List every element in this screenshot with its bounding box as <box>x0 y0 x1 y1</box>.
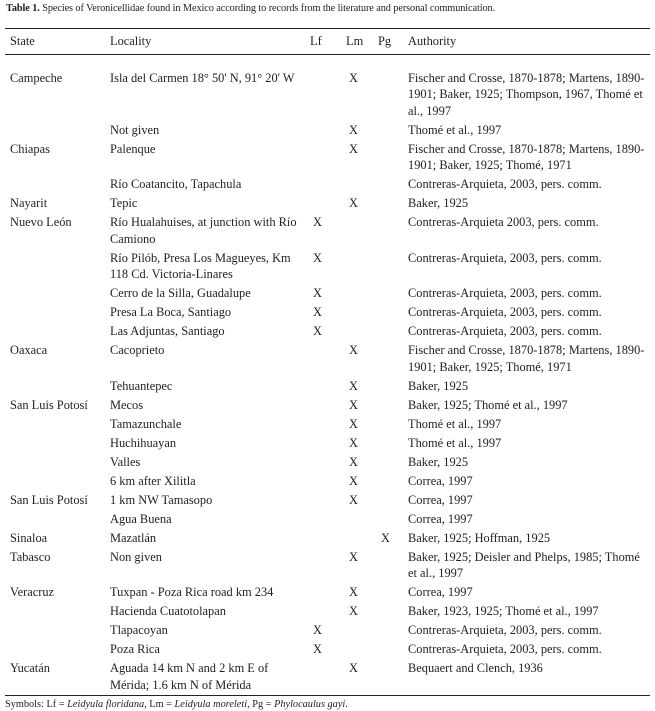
authority-cell: Thomé et al., 1997 <box>408 435 502 450</box>
locality-cell: Tamazunchale <box>110 416 182 431</box>
locality-cell: Río Coatancito, Tapachula <box>110 177 242 191</box>
table-row <box>5 509 650 528</box>
state-cell <box>5 175 110 194</box>
lf-cell <box>310 452 346 471</box>
lm-cell <box>346 248 378 284</box>
lf-cell <box>310 414 346 433</box>
lf-cell <box>310 139 346 175</box>
table-row <box>5 640 650 659</box>
lm-cell: X <box>349 473 358 488</box>
lf-cell: X <box>313 642 322 656</box>
table-row <box>5 376 650 395</box>
lm-cell: X <box>349 70 358 85</box>
lm-cell <box>346 621 378 640</box>
lm-cell <box>346 213 378 249</box>
header-state: State <box>5 29 110 55</box>
lf-cell <box>310 433 346 452</box>
lf-cell <box>310 490 346 509</box>
state-cell <box>5 414 110 433</box>
state-cell <box>5 433 110 452</box>
locality-cell: Valles <box>110 454 141 469</box>
lm-cell: X <box>349 604 358 618</box>
pg-cell <box>378 659 408 696</box>
pg-cell <box>378 322 408 341</box>
pg-cell <box>378 433 408 452</box>
pg-cell <box>378 602 408 621</box>
lm-cell: X <box>349 122 358 137</box>
lf-cell: X <box>313 286 322 300</box>
pg-cell <box>378 621 408 640</box>
state-cell: San Luis Potosí <box>10 492 88 507</box>
locality-cell: 6 km after Xilitla <box>110 473 196 488</box>
footnote-pg: Phylocaulus gayi <box>274 699 346 710</box>
locality-cell: Cacoprieto <box>110 343 165 357</box>
footnote-text: , Pg = <box>247 699 275 710</box>
header-pg: Pg <box>378 29 408 55</box>
lf-cell <box>310 509 346 528</box>
lm-cell <box>346 528 378 547</box>
table-row <box>5 490 650 509</box>
state-cell <box>5 303 110 322</box>
lm-cell: X <box>349 585 358 599</box>
authority-cell: Correa, 1997 <box>408 511 473 526</box>
pg-cell <box>378 395 408 414</box>
state-cell <box>5 640 110 659</box>
lm-cell: X <box>346 659 378 696</box>
locality-cell: Agua Buena <box>110 511 172 526</box>
footnote-text: , Lm = <box>144 699 175 710</box>
authority-cell: Contreras-Arquieta, 2003, pers. comm. <box>408 324 602 338</box>
authority-cell: Contreras-Arquieta, 2003, pers. comm. <box>408 305 602 319</box>
table-row <box>5 471 650 490</box>
pg-cell: X <box>381 530 390 545</box>
pg-cell <box>378 490 408 509</box>
authority-cell: Baker, 1925 <box>408 196 469 210</box>
authority-cell: Baker, 1925; Thomé et al., 1997 <box>408 397 568 412</box>
table-row <box>5 120 650 139</box>
pg-cell <box>378 248 408 284</box>
lf-cell <box>310 471 346 490</box>
pg-cell <box>378 583 408 602</box>
authority-cell: Thomé et al., 1997 <box>408 416 502 431</box>
pg-cell <box>378 303 408 322</box>
state-cell: Yucatán <box>5 659 110 696</box>
state-cell <box>5 509 110 528</box>
authority-cell: Baker, 1925; Hoffman, 1925 <box>408 530 551 545</box>
authority-cell: Fischer and Crosse, 1870-1878; Martens, 1890-1901; Baker, 1925; Thomé, 1971 <box>408 141 645 172</box>
locality-cell: Mecos <box>110 397 144 412</box>
authority-cell: Fischer and Crosse, 1870-1878; Martens, 1890-1901; Baker, 1925; Thomé, 1971 <box>408 343 645 374</box>
table-row <box>5 547 650 583</box>
header-locality: Locality <box>110 29 310 55</box>
locality-cell: Tlapacoyan <box>110 623 168 637</box>
lf-cell <box>310 376 346 395</box>
locality-cell: Hacienda Cuatotolapan <box>110 604 226 618</box>
pg-cell <box>378 54 408 120</box>
authority-cell: Contreras-Arquieta, 2003, pers. comm. <box>408 623 602 637</box>
authority-cell: Baker, 1923, 1925; Thomé et al., 1997 <box>408 604 599 618</box>
lf-cell <box>310 602 346 621</box>
authority-cell: Fischer and Crosse, 1870-1878; Martens, 1890-1901; Baker, 1925; Thompson, 1967, Thomé et al., 1997 <box>408 70 645 118</box>
pg-cell <box>378 376 408 395</box>
table-row <box>5 602 650 621</box>
pg-cell <box>378 414 408 433</box>
table-row <box>5 194 650 213</box>
pg-cell <box>378 509 408 528</box>
table-body <box>5 54 650 696</box>
authority-cell: Contreras-Arquieta, 2003, pers. comm. <box>408 250 602 265</box>
lm-cell <box>346 303 378 322</box>
table-row <box>5 528 650 547</box>
state-cell: Sinaloa <box>10 530 48 545</box>
authority-cell: Contreras-Arquieta, 2003, pers. comm. <box>408 642 602 656</box>
caption-text: Species of Veronicellidae found in Mexico according to records from the literature and personal communication. <box>39 3 496 14</box>
lm-cell: X <box>349 397 358 412</box>
footnote-text: Symbols: Lf = <box>5 699 68 710</box>
table-row <box>5 284 650 303</box>
locality-cell: Río Pilób, Presa Los Magueyes, Km 118 Cd. Victoria-Linares <box>110 250 291 281</box>
authority-cell: Thomé et al., 1997 <box>408 122 502 137</box>
lm-cell: X <box>349 343 358 357</box>
table-row <box>5 248 650 284</box>
lf-cell <box>310 54 346 120</box>
locality-cell: Mazatlán <box>110 530 157 545</box>
state-cell <box>5 602 110 621</box>
pg-cell <box>378 175 408 194</box>
authority-cell: Contreras-Arquieta 2003, pers. comm. <box>408 215 599 229</box>
header-lm: Lm <box>346 29 378 55</box>
locality-cell: Isla del Carmen 18° 50' N, 91° 20' W <box>110 70 295 85</box>
lf-cell <box>310 583 346 602</box>
pg-cell <box>378 120 408 139</box>
state-cell <box>5 621 110 640</box>
state-cell: San Luis Potosí <box>10 397 88 412</box>
pg-cell <box>378 139 408 175</box>
footnote-text: . <box>345 699 348 710</box>
lf-cell: X <box>313 324 322 338</box>
locality-cell: Huchihuayan <box>110 435 177 450</box>
lf-cell <box>310 341 346 377</box>
pg-cell <box>378 284 408 303</box>
locality-cell: Tuxpan - Poza Rica road km 234 <box>110 585 274 599</box>
table-row <box>5 175 650 194</box>
lf-cell <box>310 528 346 547</box>
table-row <box>5 341 650 377</box>
table-row <box>5 433 650 452</box>
state-cell <box>5 248 110 284</box>
table-row <box>5 213 650 249</box>
lf-cell <box>310 194 346 213</box>
header-row <box>5 29 650 55</box>
lf-cell <box>310 547 346 583</box>
lf-cell: X <box>313 250 322 265</box>
table-row <box>5 621 650 640</box>
lm-cell: X <box>349 454 358 469</box>
state-cell: Nayarit <box>10 196 48 210</box>
locality-cell: Tepic <box>110 196 138 210</box>
state-cell <box>5 471 110 490</box>
lf-cell: X <box>313 305 322 319</box>
lf-cell: X <box>313 623 322 637</box>
table-row <box>5 583 650 602</box>
authority-cell: Bequaert and Clench, 1936 <box>408 659 650 696</box>
locality-cell: Tehuantepec <box>110 378 173 393</box>
lm-cell: X <box>349 549 358 564</box>
lm-cell <box>346 509 378 528</box>
pg-cell <box>378 471 408 490</box>
lf-cell <box>310 395 346 414</box>
locality-cell: Las Adjuntas, Santiago <box>110 324 225 338</box>
authority-cell: Correa, 1997 <box>408 492 473 507</box>
pg-cell <box>378 194 408 213</box>
footnote-lm: Leidyula moreleti <box>174 699 248 710</box>
header-authority: Authority <box>408 29 650 55</box>
authority-cell: Correa, 1997 <box>408 585 473 599</box>
lm-cell <box>346 284 378 303</box>
state-cell: Campeche <box>10 70 63 85</box>
state-cell <box>5 322 110 341</box>
lm-cell <box>346 175 378 194</box>
pg-cell <box>378 547 408 583</box>
lf-cell <box>310 659 346 696</box>
table-row <box>5 395 650 414</box>
lm-cell: X <box>349 141 358 156</box>
pg-cell <box>378 640 408 659</box>
table-row <box>5 139 650 175</box>
state-cell: Veracruz <box>10 585 55 599</box>
authority-cell: Baker, 1925 <box>408 378 469 393</box>
lm-cell: X <box>349 416 358 431</box>
locality-cell: Presa La Boca, Santiago <box>110 305 232 319</box>
pg-cell <box>378 213 408 249</box>
locality-cell: 1 km NW Tamasopo <box>110 492 213 507</box>
authority-cell: Baker, 1925; Deisler and Phelps, 1985; Thomé et al., 1997 <box>408 549 640 580</box>
authority-cell: Baker, 1925 <box>408 454 469 469</box>
authority-cell: Correa, 1997 <box>408 473 473 488</box>
lm-cell <box>346 640 378 659</box>
table-row <box>5 54 650 120</box>
caption-label: Table 1. <box>6 3 40 14</box>
table-row <box>5 414 650 433</box>
lf-cell <box>310 120 346 139</box>
table-row <box>5 452 650 471</box>
locality-cell: Not given <box>110 122 160 137</box>
pg-cell <box>378 452 408 471</box>
table-wrapper <box>5 28 650 711</box>
state-cell: Chiapas <box>10 141 50 156</box>
lm-cell: X <box>349 196 358 210</box>
table-row <box>5 303 650 322</box>
state-cell: Tabasco <box>10 549 51 564</box>
state-cell <box>5 376 110 395</box>
authority-cell: Contreras-Arquieta, 2003, pers. comm. <box>408 286 602 300</box>
locality-cell: Palenque <box>110 141 156 156</box>
species-table <box>5 28 650 696</box>
state-cell <box>5 284 110 303</box>
lf-cell <box>310 175 346 194</box>
lm-cell: X <box>349 435 358 450</box>
lm-cell: X <box>349 492 358 507</box>
state-cell <box>5 452 110 471</box>
lm-cell: X <box>349 378 358 393</box>
state-cell: Nuevo León <box>10 215 72 229</box>
locality-cell: Río Hualahuises, at junction with Río Camiono <box>110 215 297 246</box>
lf-cell: X <box>313 215 322 229</box>
table-row <box>5 659 650 696</box>
locality-cell: Aguada 14 km N and 2 km E of Mérida; 1.6 km N of Mérida <box>110 659 310 696</box>
locality-cell: Cerro de la Silla, Guadalupe <box>110 286 251 300</box>
pg-cell <box>378 341 408 377</box>
state-cell <box>5 120 110 139</box>
footnote-lf: Leidyula floridana <box>67 699 145 710</box>
lm-cell <box>346 322 378 341</box>
locality-cell: Non given <box>110 549 162 564</box>
table-row <box>5 322 650 341</box>
locality-cell: Poza Rica <box>110 642 160 656</box>
header-lf: Lf <box>310 29 346 55</box>
table-caption <box>6 3 495 14</box>
authority-cell: Contreras-Arquieta, 2003, pers. comm. <box>408 177 602 191</box>
state-cell: Oaxaca <box>10 343 48 357</box>
